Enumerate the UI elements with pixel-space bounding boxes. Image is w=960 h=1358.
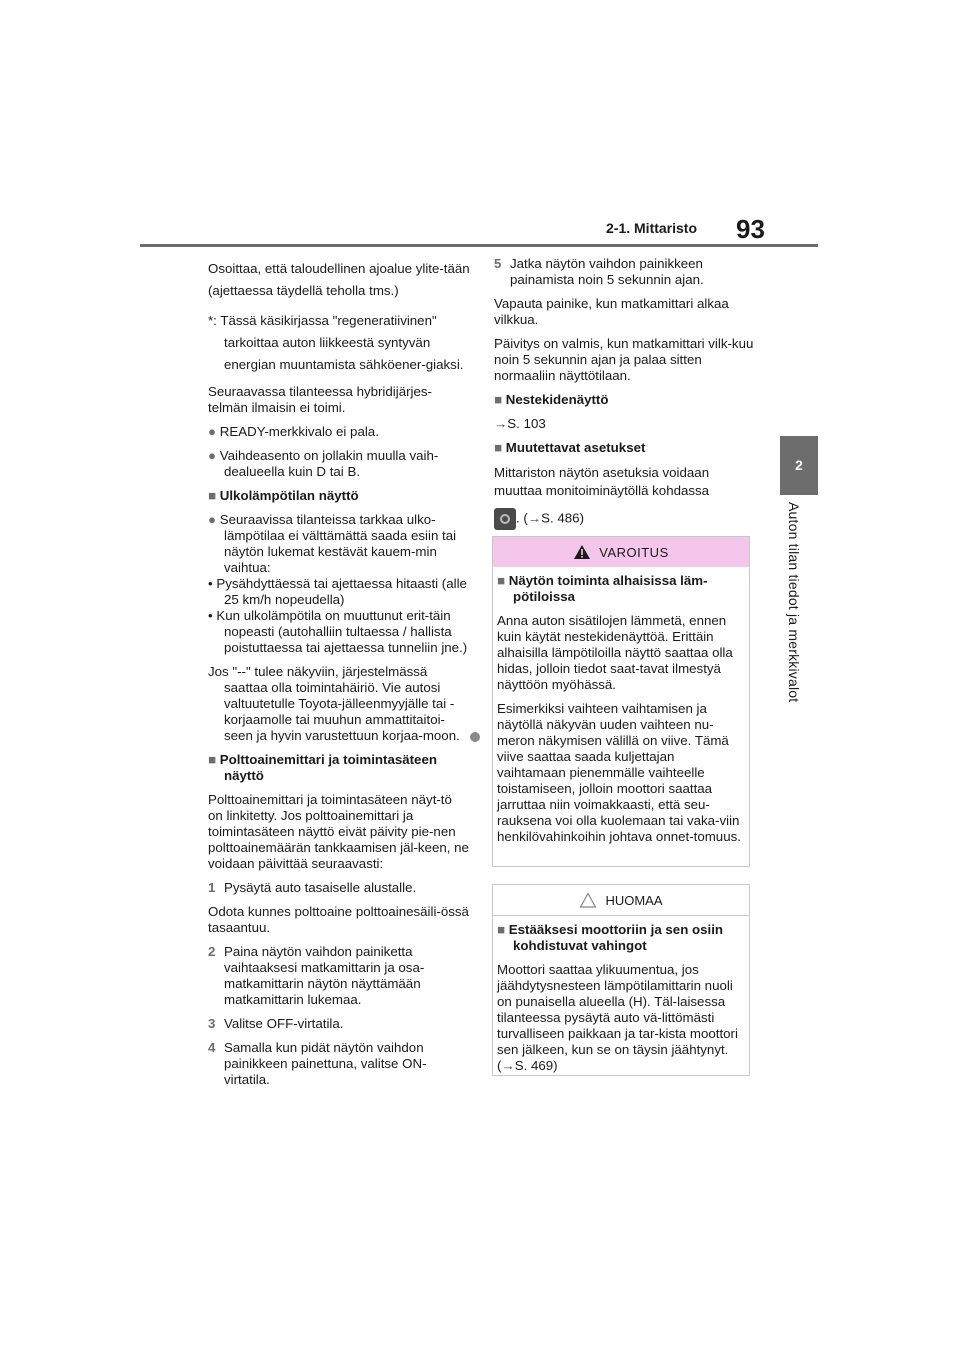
- punctuation: . (: [516, 510, 528, 526]
- subheading: [208, 752, 470, 784]
- notice-box: [492, 884, 750, 1076]
- bullet-text: READY-merkkivalo ei pala.: [219, 424, 379, 439]
- square-icon: ■: [497, 573, 506, 588]
- step-item: [208, 944, 470, 1008]
- warning-header: [493, 537, 749, 567]
- paragraph: [494, 508, 754, 530]
- square-icon: ■: [494, 440, 503, 455]
- reference-text[interactable]: S. 103: [507, 416, 546, 431]
- left-column: [208, 258, 470, 1096]
- paragraph: Esimerkiksi vaihteen vaihtamisen ja näytöllä näkyvän uuden vaihteen nu-meron näkymisen välillä on viive. Tämä viive saattaa saada kuljettajan vaihtamaan pienemmälle vaihteelle toistamiseen, jolloin moottori saattaa jarruttaa niin voimakkaasti, että seu-rauksena voi olla kuolemaan tai vaka-viin henkilövahinkoihin johtava onnet-tomuus.: [497, 701, 741, 844]
- footnote: *: Tässä käsikirjassa "regeneratiivinen" tarkoittaa auton liikkeestä syntyvän energian muuntamista sähköener-giaksi.: [208, 313, 464, 372]
- arrow-icon: →: [501, 1058, 515, 1073]
- paragraph: Vapauta painike, kun matkamittari alkaa vilkkua.: [494, 296, 729, 327]
- subheading-text: Nestekidenäyttö: [505, 392, 609, 407]
- right-column: [494, 256, 754, 538]
- subheading-text: Estääksesi moottoriin ja sen osiin kohdistuvat vahingot: [508, 922, 724, 953]
- square-icon: ■: [208, 752, 217, 767]
- square-icon: ■: [494, 392, 503, 407]
- bullet-icon: ●: [208, 512, 217, 527]
- chapter-title-vertical: Auton tilan tiedot ja merkkivalot: [786, 502, 802, 703]
- caution-icon: [579, 892, 597, 908]
- settings-icon: [494, 508, 516, 530]
- step-text: Pysäytä auto tasaiselle alustalle.: [224, 880, 417, 895]
- paragraph: Odota kunnes polttoaine polttoainesäili-össä tasaantuu.: [208, 904, 469, 935]
- bullet-icon: ●: [208, 424, 217, 439]
- paragraph: Anna auton sisätilojen lämmetä, ennen kuin käytät nestekidenäyttöä. Erittäin alhaisilla lämpötiloilla näyttö saattaa olla hidas, jolloin tiedot saat-tavat ilmestyä näyttöön myöhässä.: [497, 613, 733, 692]
- header-divider: [140, 244, 818, 247]
- subheading: [208, 488, 470, 504]
- subheading: [494, 392, 754, 408]
- step-text: Jatka näytön vaihdon painikkeen painamista noin 5 sekunnin ajan.: [510, 256, 704, 287]
- step-item: [494, 256, 754, 288]
- step-item: [208, 1040, 470, 1088]
- step-item: [208, 880, 470, 896]
- subheading: [497, 922, 743, 954]
- step-number: 5: [494, 256, 502, 271]
- subheading: [494, 440, 754, 456]
- end-marker-icon: [470, 732, 480, 742]
- bullet-item: [208, 448, 470, 480]
- square-icon: ■: [208, 488, 217, 503]
- arrow-icon: →: [494, 416, 508, 431]
- subheading-text: Polttoainemittari ja toimintasäteen näyttö: [219, 752, 437, 783]
- page-number: 93: [736, 214, 765, 244]
- subheading-text: Muutettavat asetukset: [505, 440, 646, 455]
- paragraph-text: Moottori saattaa ylikuumentua, jos jäähdytysnesteen lämpötilamittarin nuoli on punaisella alueella (H). Täl-laisessa tilanteessa pysäytä auto vä-littömästi turvalliseen paikkaan ja tar-kista moottori sen jälkeen, kun se on täysin jäähtynyt. (: [497, 962, 738, 1073]
- paragraph: Polttoainemittari ja toimintasäteen näyt-tö on linkitetty. Jos polttoainemittari ja toimintasäteen näyttö eivät päivity pie-nen polttoainemäärän tankkaamisen jäl-keen, ne voidaan päivittää seuraavasti:: [208, 792, 469, 871]
- sub-item: • Kun ulkolämpötila on muuttunut erit-täin nopeasti (autohalliin tultaessa / hallista poistuttaessa tai ajettaessa tunneliin jne.): [208, 608, 468, 655]
- paragraph: [497, 962, 743, 1074]
- step-text: Valitse OFF-virtatila.: [224, 1016, 344, 1031]
- warning-box: [492, 536, 750, 867]
- step-item: [208, 1016, 470, 1032]
- reference-text[interactable]: S. 469): [514, 1058, 558, 1073]
- step-text: Paina näytön vaihdon painiketta vaihtaaksesi matkamittarin ja osa-matkamittarin näytön näyttämään matkamittarin lukemaa.: [224, 944, 425, 1007]
- paragraph: Mittariston näytön asetuksia voidaan muuttaa monitoiminäytöllä kohdassa: [494, 465, 710, 498]
- notice-header: [493, 885, 749, 916]
- chapter-tab: 2: [780, 436, 818, 495]
- step-number: 2: [208, 944, 216, 959]
- paragraph: Seuraavassa tilanteessa hybridijärjes-telmän ilmaisin ei toimi.: [208, 384, 432, 415]
- subheading: [497, 573, 743, 605]
- notice-body: [493, 916, 749, 1074]
- step-number: 4: [208, 1040, 216, 1055]
- warning-title: VAROITUS: [599, 544, 669, 560]
- paragraph-text: Jos "--" tulee näkyviin, järjestelmässä saattaa olla toimintahäiriö. Vie autosi valtuutetulle Toyota-jälleenmyyjälle tai -korjaamolle tai muuhun ammattitaitoi-seen ja hyvin varustettuun korjaa-moon.: [208, 664, 460, 743]
- warning-icon: [573, 544, 591, 560]
- reference-text[interactable]: S. 486): [541, 510, 584, 526]
- square-icon: ■: [497, 922, 506, 937]
- step-text: Samalla kun pidät näytön vaihdon painikkeen painettuna, valitse ON-virtatila.: [224, 1040, 427, 1087]
- step-number: 1: [208, 880, 216, 895]
- warning-body: [493, 567, 749, 845]
- paragraph: Päivitys on valmis, kun matkamittari vilk-kuu noin 5 sekunnin ajan ja palaa sitten normaaliin näyttötilaan.: [494, 336, 754, 383]
- bullet-item: [208, 424, 470, 440]
- subheading-text: Näytön toiminta alhaisissa läm-pötiloissa: [508, 573, 708, 604]
- section-title: 2-1. Mittaristo: [606, 220, 698, 236]
- bullet-text: Seuraavissa tilanteissa tarkkaa ulko-lämpötilaa ei välttämättä saada esiin tai näytön lukemat kestävät kauem-min vaihtua:: [219, 512, 457, 575]
- paragraph: [208, 664, 470, 744]
- bullet-icon: ●: [208, 448, 217, 463]
- sub-item: • Pysähdyttäessä tai ajettaessa hitaasti (alle 25 km/h nopeudella): [208, 576, 467, 607]
- step-number: 3: [208, 1016, 216, 1031]
- bullet-item: [208, 512, 470, 576]
- arrow-icon: →: [527, 510, 542, 526]
- page-reference: [494, 416, 754, 432]
- paragraph: Osoittaa, että taloudellinen ajoalue ylite-tään (ajettaessa täydellä teholla tms.): [208, 261, 470, 298]
- subheading-text: Ulkolämpötilan näyttö: [219, 488, 359, 503]
- bullet-text: Vaihdeasento on jollakin muulla vaih-dealueella kuin D tai B.: [219, 448, 439, 479]
- notice-title: HUOMAA: [605, 892, 663, 908]
